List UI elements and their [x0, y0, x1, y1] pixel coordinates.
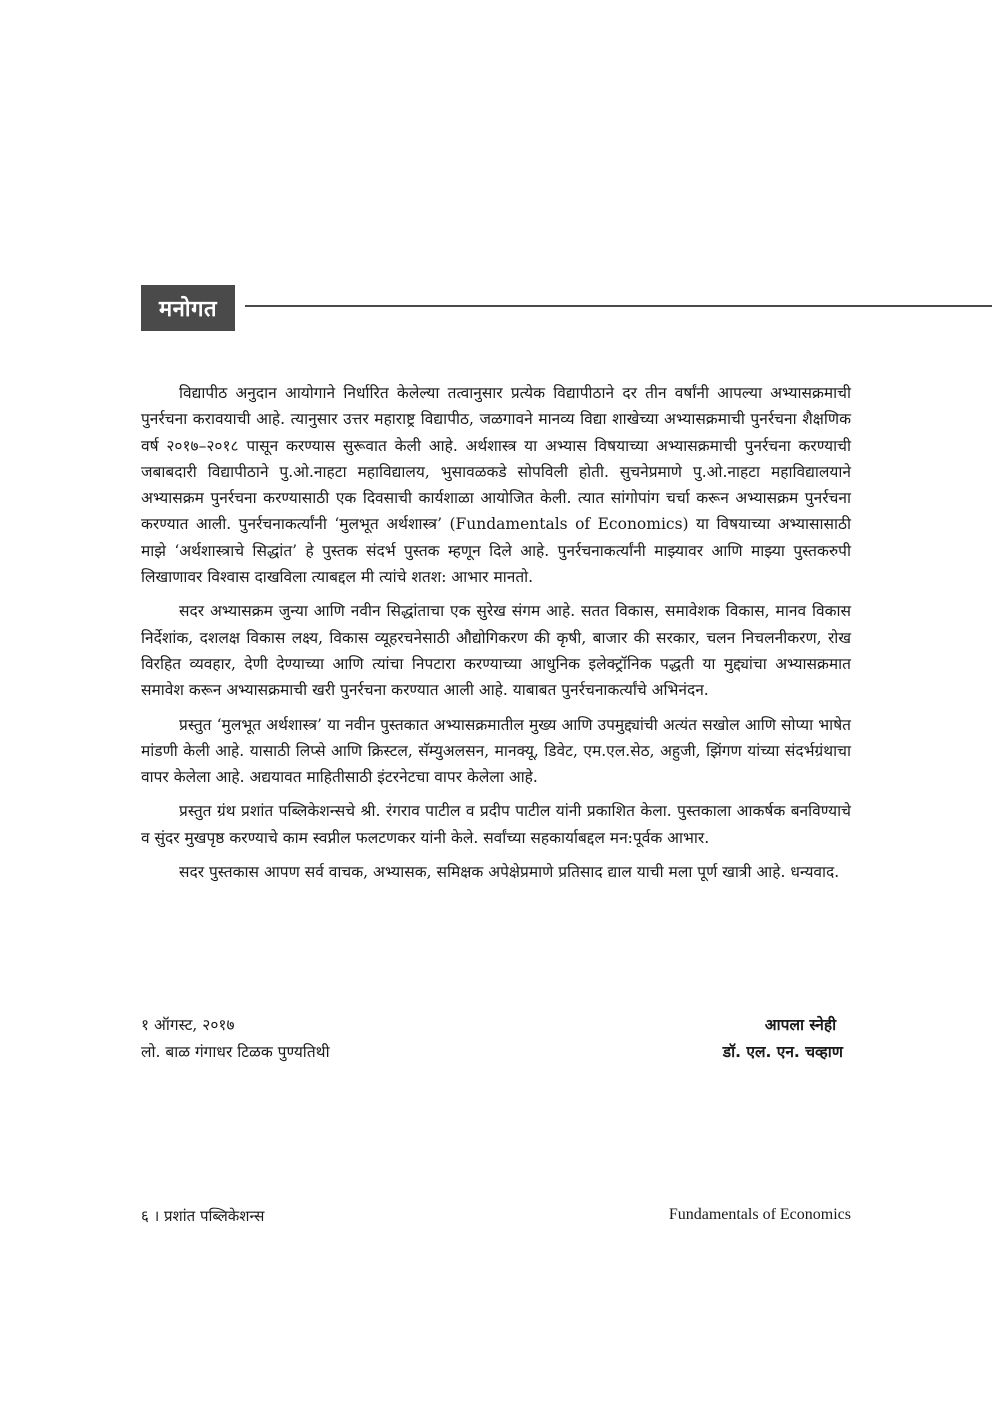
- occasion: लो. बाळ गंगाधर टिळक पुण्यतिथी: [141, 1043, 330, 1061]
- author-name: डॉ. एल. एन. चव्हाण: [722, 1043, 843, 1061]
- page-footer: [141, 1206, 851, 1226]
- paragraph: विद्यापीठ अनुदान आयोगाने निर्धारित केलेल्या तत्वानुसार प्रत्येक विद्यापीठाने दर तीन वर्षांनी आपल्या अभ्यासक्रमाची पुनर्रचना करावयाची आहे. त्यानुसार उत्तर महाराष्ट्र विद्यापीठ, जळगावने मानव्य विद्या शाखेच्या अभ्यासक्रमाची पुनर्रचना शैक्षणिक वर्ष २०१७–२०१८ पासून करण्यास सुरूवात केली आहे. अर्थशास्त्र या अभ्यास विषयाच्या अभ्यासक्रमाची पुनर्रचना करण्याची जबाबदारी विद्यापीठाने पु.ओ.नाहटा महाविद्यालय, भुसावळकडे सोपविली होती. सुचनेप्रमाणे पु.ओ.नाहटा महाविद्यालयाने अभ्यासक्रम पुनर्रचना करण्यासाठी एक दिवसाची कार्यशाळा आयोजित केली. त्यात सांगोपांग चर्चा करून अभ्यासक्रम पुनर्रचना करण्यात आली. पुनर्रचनाकर्त्यांनी ‘मुलभूत अर्थशास्त्र’ (Fundamentals of Economics) या विषयाच्या अभ्यासासाठी माझे ‘अर्थशास्त्राचे सिद्धांत’ हे पुस्तक संदर्भ पुस्तक म्हणून दिले आहे. पुनर्रचनाकर्त्यांनी माझ्यावर आणि माझ्या पुस्तकरुपी लिखाणावर विश्वास दाखविला त्याबद्दल मी त्यांचे शतश: आभार मानतो.: [141, 384, 851, 587]
- heading-title: मनोगत: [141, 285, 235, 331]
- preface-body: [141, 380, 851, 893]
- footer-book-title: Fundamentals of Economics: [668, 1206, 851, 1223]
- footer-page-publisher: ६ । प्रशांत पब्लिकेशन्स: [141, 1207, 265, 1225]
- closing: आपला स्नेही: [764, 1016, 837, 1034]
- date: १ ऑगस्ट, २०१७: [141, 1016, 235, 1034]
- date-block: [141, 1012, 330, 1066]
- paragraph: प्रस्तुत ‘मुलभूत अर्थशास्त्र’ या नवीन पुस्तकात अभ्यासक्रमातील मुख्य आणि उपमुद्द्यांची अत्यंत सखोल आणि सोप्या भाषेत मांडणी केली आहे. यासाठी लिप्से आणि क्रिस्टल, सॅम्युअलसन, मानक्यू, डिवेट, एम.एल.सेठ, अहुजी, झिंगण यांच्या संदर्भग्रंथाचा वापर केलेला आहे. अद्ययावत माहितीसाठी इंटरनेटचा वापर केलेला आहे.: [141, 715, 851, 787]
- paragraph: सदर पुस्तकास आपण सर्व वाचक, अभ्यासक, समिक्षक अपेक्षेप्रमाणे प्रतिसाद द्याल याची मला पूर्ण खात्री आहे. धन्यवाद.: [179, 863, 840, 882]
- paragraph: प्रस्तुत ग्रंथ प्रशांत पब्लिकेशन्सचे श्री. रंगराव पाटील व प्रदीप पाटील यांनी प्रकाशित केला. पुस्तकाला आकर्षक बनविण्याचे व सुंदर मुखपृष्ठ करण्याचे काम स्वप्नील फलटणकर यांनी केले. सर्वांच्या सहकार्याबद्दल मन:पूर्वक आभार.: [141, 802, 851, 847]
- heading-rule: [245, 305, 992, 307]
- paragraph: सदर अभ्यासक्रम जुन्या आणि नवीन सिद्धांताचा एक सुरेख संगम आहे. सतत विकास, समावेशक विकास, मानव विकास निर्देशांक, दशलक्ष विकास लक्ष्य, विकास व्यूहरचनेसाठी औद्योगिकरण की कृषी, बाजार की सरकार, चलन निचलनीकरण, रोख विरहित व्यवहार, देणी देण्याच्या आणि त्यांचा निपटारा करण्याच्या आधुनिक इलेक्ट्रॉनिक पद्धती या मुद्द्यांचा अभ्यासक्रमात समावेश करून अभ्यासक्रमाची खरी पुनर्रचना करण्यात आली आहे. याबाबत पुनर्रचनाकर्त्यांचे अभिनंदन.: [141, 602, 851, 700]
- author-block: [723, 1012, 843, 1066]
- section-heading: [141, 285, 235, 331]
